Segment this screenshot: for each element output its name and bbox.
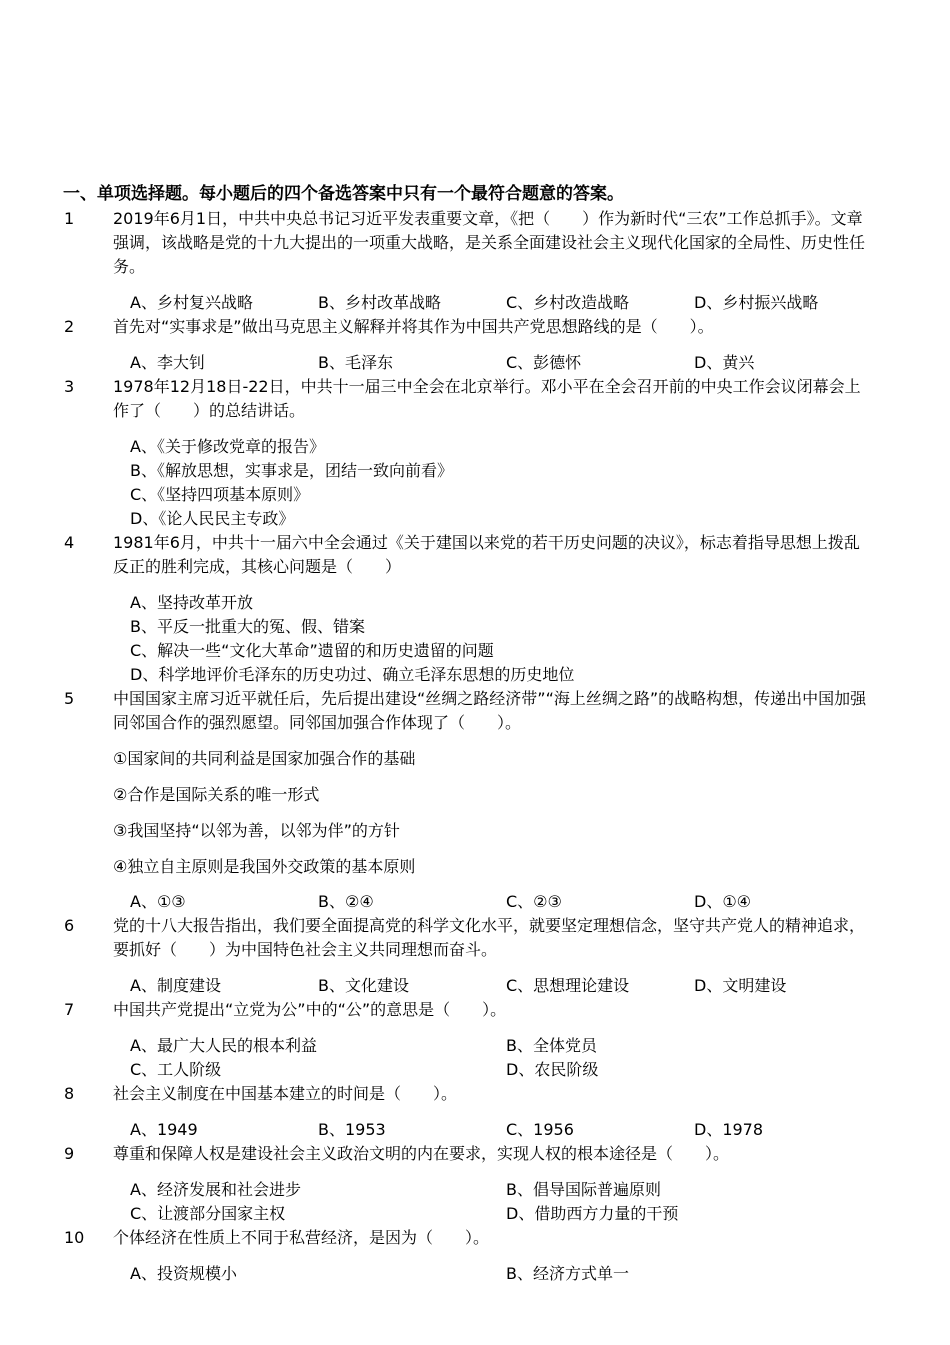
option-c: C、让渡部分国家主权: [130, 1204, 286, 1223]
question-number: 4: [64, 533, 75, 552]
option-d: D、文明建设: [694, 976, 787, 995]
question-number: 3: [64, 377, 75, 396]
question-stem: 中国共产党提出“立党为公”中的“公”的意思是（ ）。: [113, 1000, 507, 1019]
question-number: 2: [64, 317, 75, 336]
option-b: B、经济方式单一: [506, 1264, 629, 1283]
option-a: A、经济发展和社会进步: [130, 1180, 301, 1199]
question-number: 5: [64, 689, 75, 708]
option-c: C、②③: [506, 892, 562, 911]
question-stem: 社会主义制度在中国基本建立的时间是（ ）。: [113, 1084, 458, 1103]
option-d: D、《论人民民主专政》: [130, 509, 295, 528]
option-b: B、②④: [318, 892, 374, 911]
option-b: B、全体党员: [506, 1036, 597, 1055]
option-a: A、①③: [130, 892, 186, 911]
question-number: 6: [64, 916, 75, 935]
option-c: C、1956: [506, 1120, 574, 1139]
question-stem: 个体经济在性质上不同于私营经济，是因为（ ）。: [113, 1228, 490, 1247]
option-b: B、乡村改革战略: [318, 293, 441, 312]
option-b: B、《解放思想，实事求是，团结一致向前看》: [130, 461, 453, 480]
question-stem: 中国国家主席习近平就任后，先后提出建设“丝绸之路经济带”“海上丝绸之路”的战略构想，传递出中国加强同邻国合作的强烈愿望。同邻国加强合作体现了（ ）。: [113, 689, 867, 732]
option-a: A、坚持改革开放: [130, 593, 253, 612]
option-a: A、《关于修改党章的报告》: [130, 437, 325, 456]
question-stem: 首先对“实事求是”做出马克思主义解释并将其作为中国共产党思想路线的是（ ）。: [113, 317, 714, 336]
option-c: C、《坚持四项基本原则》: [130, 485, 310, 504]
option-b: B、1953: [318, 1120, 386, 1139]
option-d: D、农民阶级: [506, 1060, 599, 1079]
question-stem: 党的十八大报告指出，我们要全面提高党的科学文化水平，就要坚定理想信念，坚守共产党人的精神追求，要抓好（ ）为中国特色社会主义共同理想而奋斗。: [113, 916, 866, 959]
question-number: 7: [64, 1000, 75, 1019]
option-b: B、毛泽东: [318, 353, 393, 372]
option-d: D、黄兴: [694, 353, 755, 372]
option-c: C、解决一些“文化大革命”遗留的和历史遗留的问题: [130, 641, 494, 660]
option-b: B、文化建设: [318, 976, 409, 995]
option-c: C、工人阶级: [130, 1060, 222, 1079]
option-d: D、乡村振兴战略: [694, 293, 819, 312]
option-d: D、借助西方力量的干预: [506, 1204, 679, 1223]
question-stem: 2019年6月1日，中共中央总书记习近平发表重要文章，《把（ ）作为新时代“三农”工作总抓手》。文章强调，该战略是党的十九大提出的一项重大战略，是关系全面建设社会主义现代化国家的全局性、历史性任务。: [113, 209, 866, 276]
option-d: D、①④: [694, 892, 752, 911]
option-a: A、制度建设: [130, 976, 221, 995]
option-a: A、最广大人民的根本利益: [130, 1036, 317, 1055]
option-b: B、平反一批重大的冤、假、错案: [130, 617, 365, 636]
question-stem: 尊重和保障人权是建设社会主义政治文明的内在要求，实现人权的根本途径是（ ）。: [113, 1144, 730, 1163]
option-a: A、乡村复兴战略: [130, 293, 253, 312]
question-stem: 1981年6月，中共十一届六中全会通过《关于建国以来党的若干历史问题的决议》，标志着指导思想上拨乱反正的胜利完成，其核心问题是（ ）: [113, 533, 860, 576]
question-number: 8: [64, 1084, 75, 1103]
question-number: 10: [64, 1228, 85, 1247]
option-c: C、思想理论建设: [506, 976, 630, 995]
question-number: 9: [64, 1144, 75, 1163]
statement-1: ①国家间的共同利益是国家加强合作的基础: [113, 749, 416, 768]
option-d: D、1978: [694, 1120, 764, 1139]
statement-4: ④独立自主原则是我国外交政策的基本原则: [113, 857, 416, 876]
option-b: B、倡导国际普遍原则: [506, 1180, 661, 1199]
option-a: A、1949: [130, 1120, 198, 1139]
option-c: C、乡村改造战略: [506, 293, 630, 312]
question-stem: 1978年12月18日-22日，中共十一届三中全会在北京举行。邓小平在全会召开前的中央工作会议闭幕会上作了（ ）的总结讲话。: [113, 377, 861, 420]
option-a: A、李大钊: [130, 353, 205, 372]
statement-2: ②合作是国际关系的唯一形式: [113, 785, 320, 804]
option-c: C、彭德怀: [506, 353, 582, 372]
statement-3: ③我国坚持“以邻为善，以邻为伴”的方针: [113, 821, 400, 840]
option-a: A、投资规模小: [130, 1264, 237, 1283]
option-d: D、科学地评价毛泽东的历史功过、确立毛泽东思想的历史地位: [130, 665, 575, 684]
question-number: 1: [64, 209, 75, 228]
section-title: 一、单项选择题。每小题后的四个备选答案中只有一个最符合题意的答案。: [63, 184, 624, 204]
